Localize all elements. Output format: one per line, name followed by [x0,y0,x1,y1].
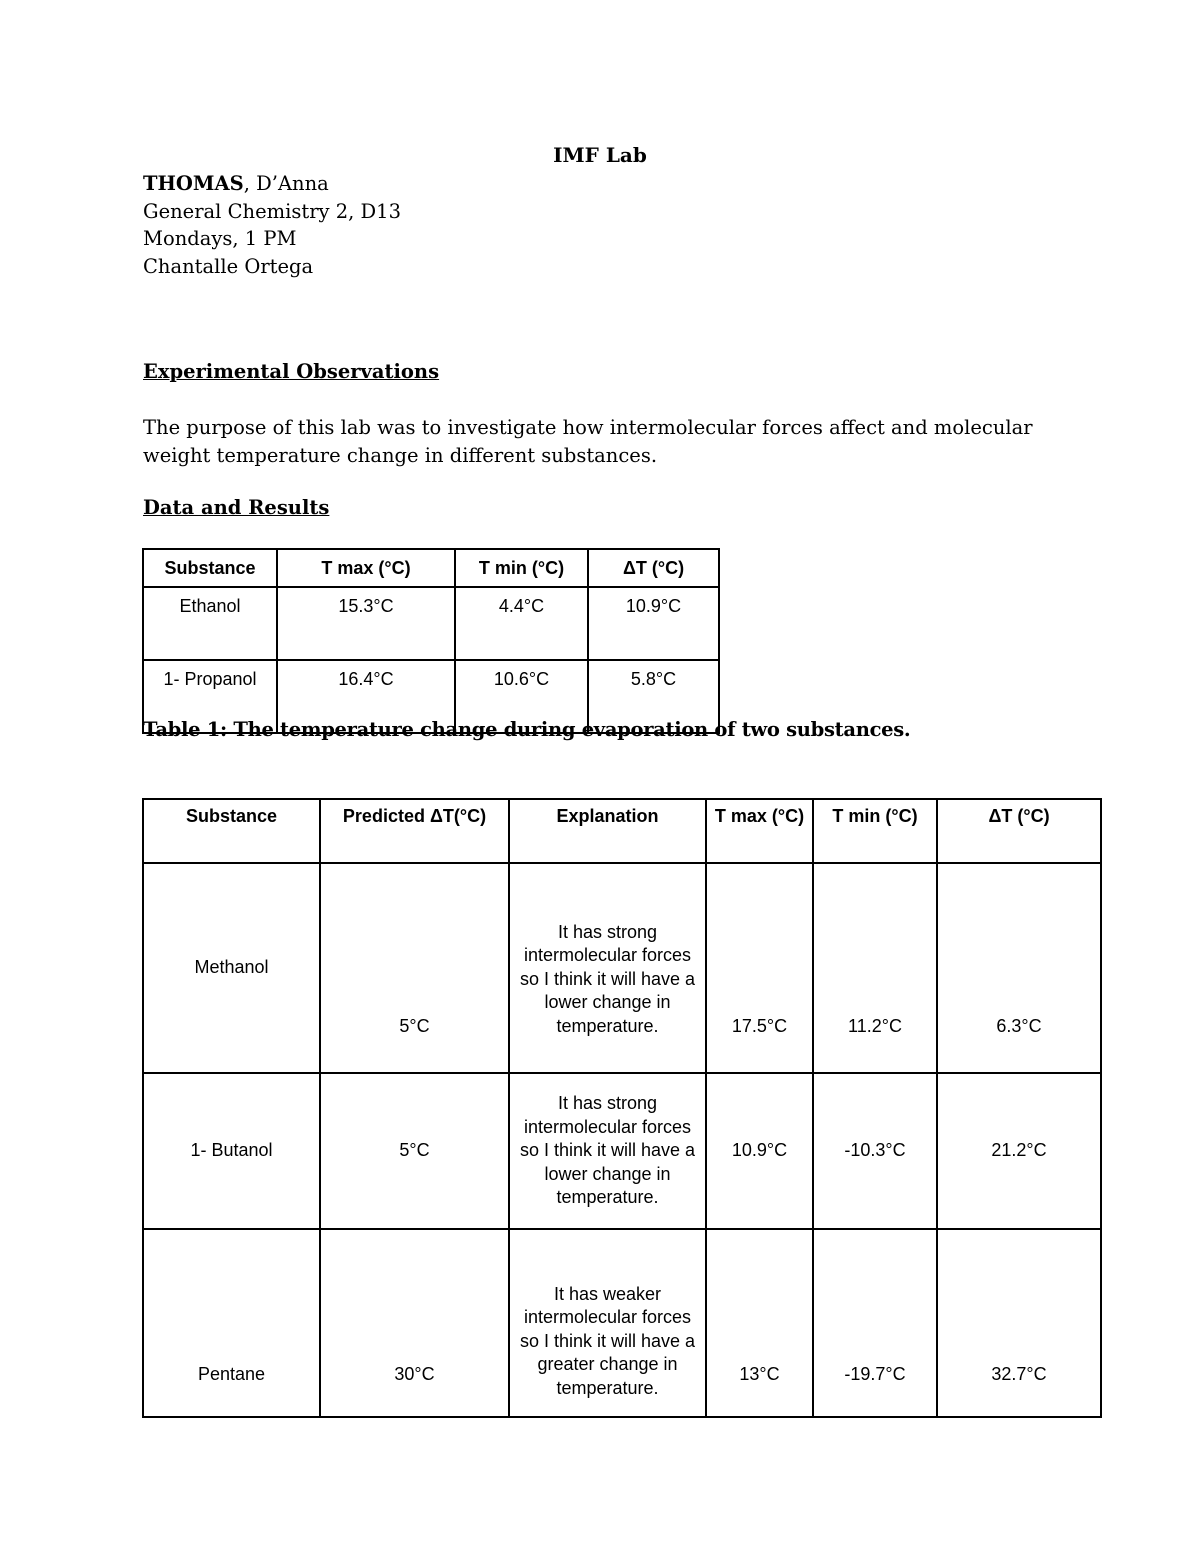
author-surname: THOMAS [143,172,244,195]
instructor-name: Chantalle Ortega [143,254,314,278]
column-header: Explanation [509,799,706,863]
table-cell: Ethanol [143,587,277,660]
table-cell: 4.4°C [455,587,588,660]
table-cell: 5°C [320,863,509,1073]
table-row [143,863,1101,1073]
table-cell: 15.3°C [277,587,455,660]
table-header-row [143,799,1101,863]
column-header: T min (°C) [813,799,937,863]
table-cell: Methanol [143,863,320,1073]
table-cell: 30°C [320,1229,509,1417]
table-cell: 11.2°C [813,863,937,1073]
table-cell: 32.7°C [937,1229,1101,1417]
observations-paragraph: The purpose of this lab was to investigate how intermolecular forces affect and molecular weight temperature change in different substances. [143,416,1033,467]
results-heading: Data and Results [143,496,330,519]
table-cell: 1- Butanol [143,1073,320,1229]
table-cell: It has weaker intermolecular forces so I think it will have a greater change in temperature. [509,1229,706,1417]
author-given-name: , D’Anna [243,172,329,195]
table-cell: 1- Propanol [143,660,277,733]
table-cell: 21.2°C [937,1073,1101,1229]
table-cell: -10.3°C [813,1073,937,1229]
column-header: T min (°C) [455,549,588,587]
author-info [143,170,401,280]
table-cell: It has strong intermolecular forces so I think it will have a lower change in temperature. [509,1073,706,1229]
document-title: IMF Lab [553,143,647,167]
class-schedule: Mondays, 1 PM [143,227,297,250]
column-header: T max (°C) [706,799,813,863]
table-cell: -19.7°C [813,1229,937,1417]
column-header: ΔT (°C) [588,549,719,587]
table-cell: Pentane [143,1229,320,1417]
table-cell: 17.5°C [706,863,813,1073]
column-header: T max (°C) [277,549,455,587]
table-cell: 10.6°C [455,660,588,733]
table-cell: 6.3°C [937,863,1101,1073]
table-cell: 10.9°C [588,587,719,660]
table-cell: 10.9°C [706,1073,813,1229]
column-header: ΔT (°C) [937,799,1101,863]
column-header: Substance [143,799,320,863]
course-name: General Chemistry 2, D13 [143,199,401,223]
table-cell: 16.4°C [277,660,455,733]
author-name [143,170,401,198]
evaporation-table [142,548,720,734]
column-header: Substance [143,549,277,587]
column-header: Predicted ΔT(°C) [320,799,509,863]
table-caption: Table 1: The temperature change during evaporation of two substances. [143,718,911,741]
observations-heading: Experimental Observations [143,360,440,383]
table-cell: It has strong intermolecular forces so I think it will have a lower change in temperature. [509,863,706,1073]
table-cell: 5°C [320,1073,509,1229]
table-row [143,587,719,660]
table-cell: 13°C [706,1229,813,1417]
table-header-row [143,549,719,587]
table-row [143,1073,1101,1229]
table-cell: 5.8°C [588,660,719,733]
table-row [143,1229,1101,1417]
prediction-table [142,798,1102,1418]
